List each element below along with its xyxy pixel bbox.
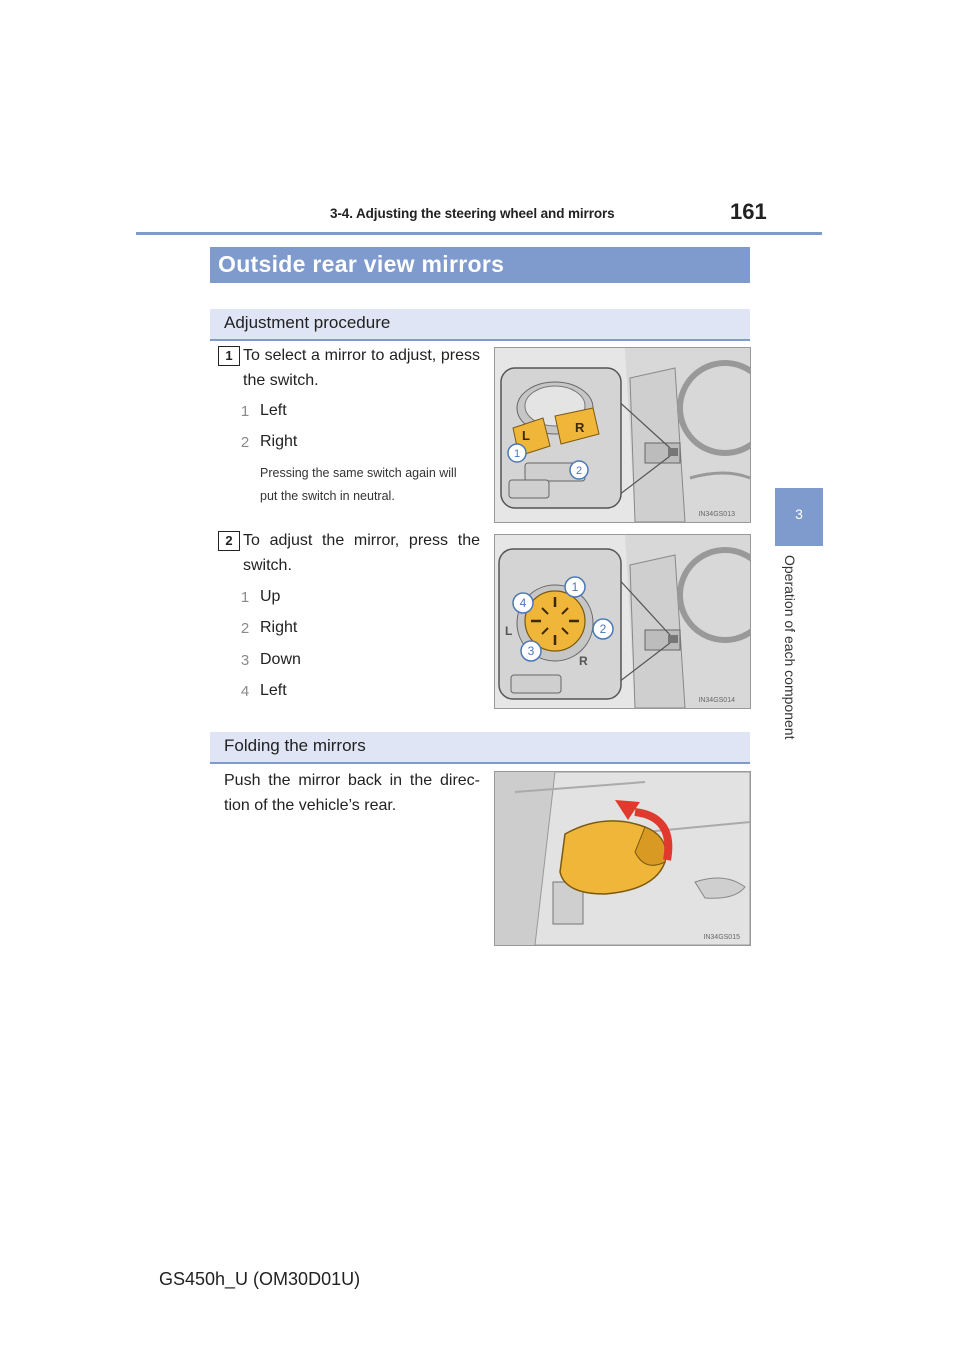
switch-letter-r: R xyxy=(575,420,585,435)
section-title: Outside rear view mirrors xyxy=(218,251,505,277)
folding-text xyxy=(224,768,480,818)
subsection-title-folding: Folding the mirrors xyxy=(224,736,366,755)
step1-note-line2: put the switch in neutral. xyxy=(260,489,395,503)
list-number-icon: 2 xyxy=(240,434,250,451)
step-badge-1: 1 xyxy=(218,346,240,366)
list-item-label: Down xyxy=(260,651,301,668)
list-item-label: Right xyxy=(260,619,298,636)
figure-mirror-select-illustration xyxy=(495,348,750,522)
header-rule xyxy=(136,232,822,235)
list-number-icon: 1 xyxy=(240,589,250,606)
step1-text-line1: To select a mirror to adjust, press xyxy=(243,347,480,364)
figure-code: IN34GS014 xyxy=(698,697,735,704)
figure-callout: 1 xyxy=(571,580,579,594)
step2-text-line2: switch. xyxy=(243,557,292,574)
figure-mirror-adjust-switch xyxy=(494,534,751,709)
step2-text xyxy=(243,528,480,578)
page-number: 161 xyxy=(730,199,767,224)
list-number-icon: 3 xyxy=(240,652,250,669)
chapter-side-label: Operation of each component xyxy=(782,555,798,740)
subsection-banner-folding xyxy=(210,732,750,764)
folding-text-line1: Push the mirror back in the direc- xyxy=(224,772,480,789)
figure-folding-mirror-illustration xyxy=(495,772,750,945)
chapter-side-tab-number: 3 xyxy=(795,506,803,522)
step1-text xyxy=(243,343,480,393)
figure-mirror-select-switch xyxy=(494,347,751,523)
switch-letter-l: L xyxy=(522,428,530,443)
subsection-banner-adjustment xyxy=(210,309,750,341)
header-chapter-title: 3-4. Adjusting the steering wheel and mirrors xyxy=(330,206,615,221)
subsection-title-adjustment: Adjustment procedure xyxy=(224,313,391,332)
figure-callout: 4 xyxy=(519,596,527,610)
footer-model-code: GS450h_U (OM30D01U) xyxy=(159,1269,361,1289)
figure-callout: 2 xyxy=(575,465,583,477)
figure-code: IN34GS015 xyxy=(703,934,740,941)
figure-mirror-adjust-illustration xyxy=(495,535,750,708)
figure-callout: 2 xyxy=(599,622,607,636)
list-item-label: Up xyxy=(260,588,281,605)
step2-text-line1: To adjust the mirror, press the xyxy=(243,532,480,549)
figure-code: IN34GS013 xyxy=(698,511,735,518)
list-number-icon: 2 xyxy=(240,620,250,637)
list-number-icon: 4 xyxy=(240,683,250,700)
list-item-label: Right xyxy=(260,433,298,450)
list-item-label: Left xyxy=(260,682,287,699)
folding-text-line2: tion of the vehicle’s rear. xyxy=(224,797,397,814)
step1-note-line1: Pressing the same switch again will xyxy=(260,466,457,480)
switch-letter-l: L xyxy=(505,624,513,638)
section-banner xyxy=(210,247,750,283)
figure-folding-mirror xyxy=(494,771,751,946)
figure-callout: 3 xyxy=(527,644,535,658)
figure-callout: 1 xyxy=(513,448,521,460)
list-number-icon: 1 xyxy=(240,403,250,420)
step1-note xyxy=(260,462,482,508)
list-item-label: Left xyxy=(260,402,287,419)
switch-letter-r: R xyxy=(579,654,588,668)
step1-text-line2: the switch. xyxy=(243,372,319,389)
step-badge-2: 2 xyxy=(218,531,240,551)
